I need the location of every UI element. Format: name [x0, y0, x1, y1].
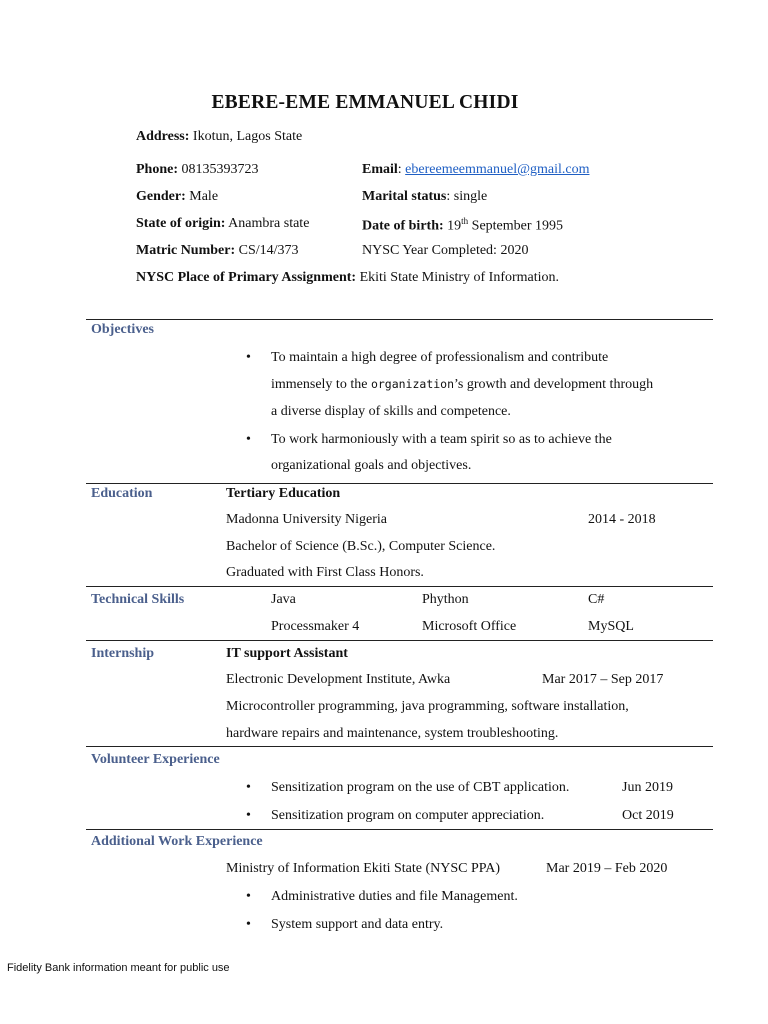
ppa-value: Ekiti State Ministry of Information. [356, 270, 560, 285]
additional-item: Administrative duties and file Management. [271, 889, 518, 904]
objective-1-line-2 [271, 377, 653, 393]
skill-item: Java [271, 592, 296, 607]
matric-value: CS/14/373 [235, 243, 299, 258]
volunteer-date: Jun 2019 [622, 780, 673, 795]
matric-label: Matric Number: [136, 243, 236, 258]
bullet-icon: • [246, 808, 251, 823]
email-separator: : [397, 162, 406, 177]
phone-line [136, 162, 259, 178]
education-heading: Education [91, 486, 153, 501]
internship-org: Electronic Development Institute, Awka [226, 672, 451, 687]
objective-1-line-2-post: ’s growth and development through [454, 377, 654, 392]
bullet-icon: • [246, 350, 251, 365]
marital-line [362, 189, 487, 205]
origin-line [136, 216, 309, 232]
ppa-label: NYSC Place of Primary Assignment: [136, 270, 357, 285]
objectives-heading: Objectives [91, 322, 154, 337]
bullet-icon: • [246, 780, 251, 795]
section-divider [86, 483, 713, 484]
additional-dates: Mar 2019 – Feb 2020 [546, 861, 668, 876]
objective-1-line-1: To maintain a high degree of professionalism and contribute [271, 350, 609, 365]
skills-heading: Technical Skills [91, 592, 185, 607]
education-title: Tertiary Education [226, 486, 341, 501]
email-label: Email [362, 162, 398, 177]
additional-org: Ministry of Information Ekiti State (NYSC PPA) [226, 861, 501, 876]
origin-label: State of origin: [136, 216, 226, 231]
gender-label: Gender: [136, 189, 186, 204]
internship-dates: Mar 2017 – Sep 2017 [542, 672, 664, 687]
marital-value: : single [446, 189, 488, 204]
footer-note: Fidelity Bank information meant for public use [7, 962, 230, 974]
volunteer-heading: Volunteer Experience [91, 752, 220, 767]
internship-heading: Internship [91, 646, 155, 661]
skill-item: C# [588, 592, 605, 607]
nysc-year: NYSC Year Completed: 2020 [362, 243, 529, 258]
section-divider [86, 640, 713, 641]
skill-item: Microsoft Office [422, 619, 517, 634]
skill-item: Processmaker 4 [271, 619, 360, 634]
internship-desc-line-2: hardware repairs and maintenance, system troubleshooting. [226, 726, 559, 741]
education-school: Madonna University Nigeria [226, 512, 387, 527]
education-years: 2014 - 2018 [588, 512, 656, 527]
phone-value: 08135393723 [178, 162, 259, 177]
additional-heading: Additional Work Experience [91, 834, 263, 849]
matric-line [136, 243, 299, 259]
resume-name: EBERE-EME EMMANUEL CHIDI [211, 92, 519, 113]
section-divider [86, 829, 713, 830]
ppa-line [136, 270, 559, 286]
bullet-icon: • [246, 889, 251, 904]
section-divider [86, 746, 713, 747]
address-line [136, 129, 302, 145]
volunteer-date: Oct 2019 [622, 808, 674, 823]
section-divider [86, 319, 713, 320]
additional-item: System support and data entry. [271, 917, 444, 932]
bullet-icon: • [246, 917, 251, 932]
email-link[interactable]: ebereemeemmanuel@gmail.com [405, 162, 590, 177]
skill-item: MySQL [588, 619, 634, 634]
dob-rest: September 1995 [468, 218, 564, 234]
education-honors: Graduated with First Class Honors. [226, 565, 424, 580]
dob-suffix: th [461, 216, 469, 226]
phone-label: Phone: [136, 162, 178, 177]
dob-line [362, 216, 563, 235]
volunteer-item: Sensitization program on computer appreciation. [271, 808, 545, 823]
dob-day: 19 [443, 218, 462, 234]
section-divider [86, 586, 713, 587]
objective-1-line-2-mono: organization [370, 377, 455, 391]
skill-item: Phython [422, 592, 469, 607]
objective-2-line-2: organizational goals and objectives. [271, 458, 472, 473]
education-degree: Bachelor of Science (B.Sc.), Computer Science. [226, 539, 496, 554]
email-line [362, 162, 589, 178]
address-value: Ikotun, Lagos State [189, 129, 303, 144]
bullet-icon: • [246, 432, 251, 447]
address-label: Address: [136, 129, 190, 144]
volunteer-item: Sensitization program on the use of CBT application. [271, 780, 570, 795]
objective-1-line-3: a diverse display of skills and competence. [271, 404, 511, 419]
objective-2-line-1: To work harmoniously with a team spirit so as to achieve the [271, 432, 612, 447]
objective-1-line-2-pre: immensely to the [271, 377, 371, 392]
origin-value: Anambra state [225, 216, 310, 231]
internship-title: IT support Assistant [226, 646, 348, 661]
gender-line [136, 189, 218, 205]
internship-desc-line-1: Microcontroller programming, java programming, software installation, [226, 699, 629, 714]
gender-value: Male [185, 189, 219, 204]
dob-label: Date of birth: [362, 218, 444, 234]
marital-label: Marital status [362, 189, 447, 204]
